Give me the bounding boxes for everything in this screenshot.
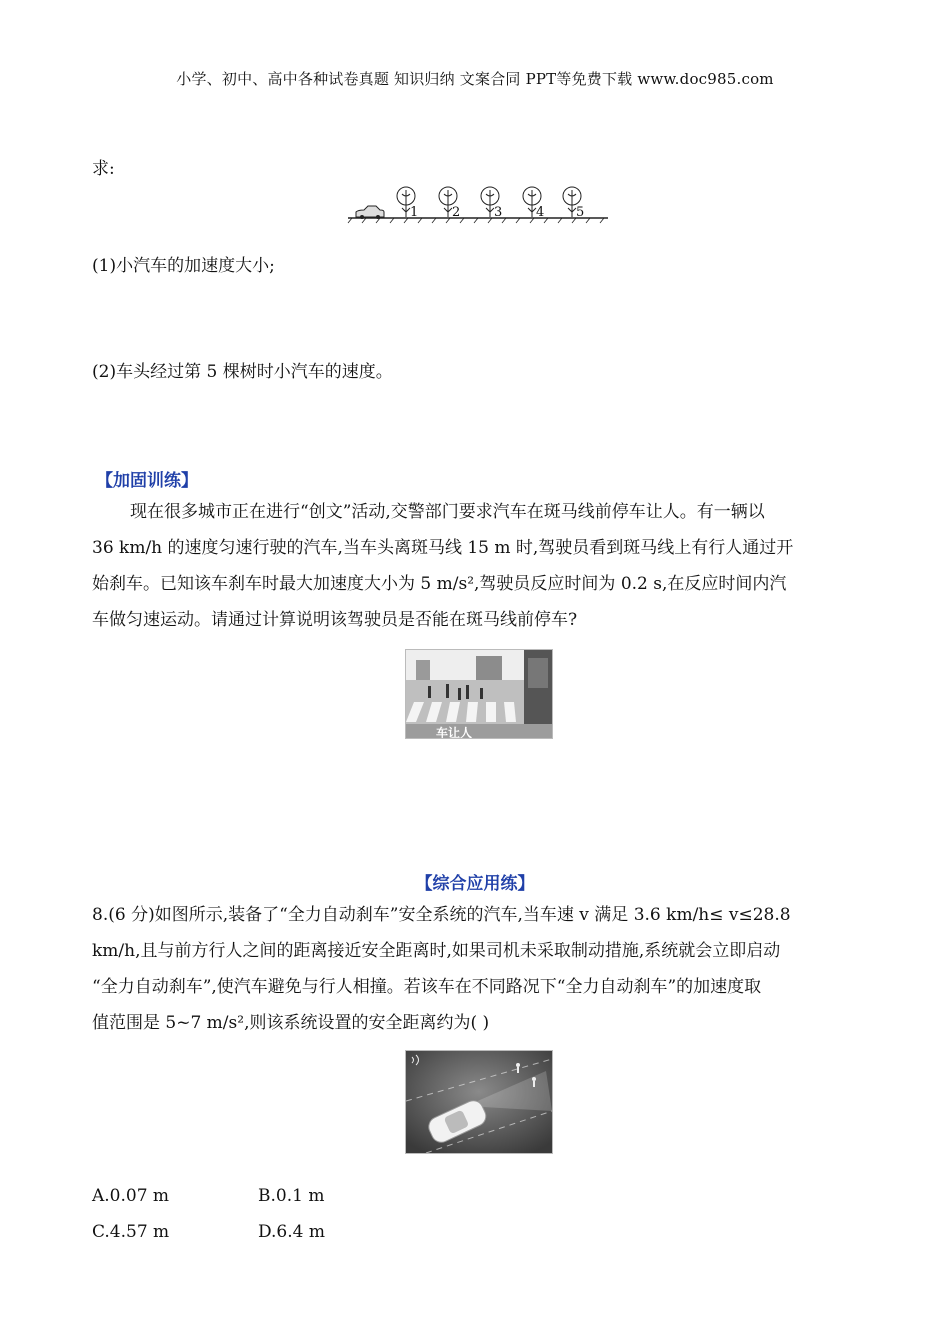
reinforce-line-1: 现在很多城市正在进行“创文”活动,交警部门要求汽车在斑马线前停车让人。有一辆以 bbox=[130, 502, 765, 522]
photo-road-text: 车让人 bbox=[436, 726, 473, 738]
tree-label-5: 5 bbox=[576, 205, 585, 220]
page-header: 小学、初中、高中各种试卷真题 知识归纳 文案合同 PPT等免费下载 www.doc985.com bbox=[176, 70, 774, 88]
problem-intro: 求: bbox=[92, 159, 115, 179]
comprehensive-heading: 【综合应用练】 bbox=[415, 874, 535, 894]
tree-label-4: 4 bbox=[536, 205, 545, 220]
crosswalk-photo bbox=[405, 649, 553, 739]
reinforce-paragraph bbox=[92, 494, 860, 638]
problem-8-paragraph bbox=[92, 897, 860, 1041]
tree-label-1: 1 bbox=[410, 205, 419, 220]
problem-8-line-1: 8.(6 分)如图所示,装备了“全力自动刹车”安全系统的汽车,当车速 v 满足 3.6 km/h≤ v≤28.8 bbox=[92, 905, 791, 925]
option-b[interactable]: B.0.1 m bbox=[258, 1186, 325, 1206]
tree-label-2: 2 bbox=[452, 205, 461, 220]
car-icon bbox=[356, 206, 384, 219]
auto-brake-photo bbox=[405, 1050, 553, 1154]
problem-8-line-2: km/h,且与前方行人之间的距离接近安全距离时,如果司机未采取制动措施,系统就会立即启动 bbox=[92, 941, 781, 961]
problem-8-line-3: “全力自动刹车”,使汽车避免与行人相撞。若该车在不同路况下“全力自动刹车”的加速度取 bbox=[92, 977, 762, 997]
option-a[interactable]: A.0.07 m bbox=[92, 1186, 170, 1206]
reinforce-heading: 【加固训练】 bbox=[96, 471, 198, 491]
question-1: (1)小汽车的加速度大小; bbox=[92, 256, 275, 276]
option-d[interactable]: D.6.4 m bbox=[258, 1222, 325, 1242]
reinforce-line-3: 始刹车。已知该车刹车时最大加速度大小为 5 m/s²,驾驶员反应时间为 0.2 s,在反应时间内汽 bbox=[92, 574, 787, 594]
problem-8-line-4: 值范围是 5~7 m/s²,则该系统设置的安全距离约为( ) bbox=[92, 1013, 490, 1033]
question-2: (2)车头经过第 5 棵树时小汽车的速度。 bbox=[92, 362, 393, 382]
car-trees-diagram bbox=[346, 184, 616, 226]
reinforce-line-4: 车做匀速运动。请通过计算说明该驾驶员是否能在斑马线前停车? bbox=[92, 610, 578, 630]
tree-label-3: 3 bbox=[494, 205, 503, 220]
reinforce-line-2: 36 km/h 的速度匀速行驶的汽车,当车头离斑马线 15 m 时,驾驶员看到斑马线上有行人通过开 bbox=[92, 538, 794, 558]
option-c[interactable]: C.4.57 m bbox=[92, 1222, 170, 1242]
